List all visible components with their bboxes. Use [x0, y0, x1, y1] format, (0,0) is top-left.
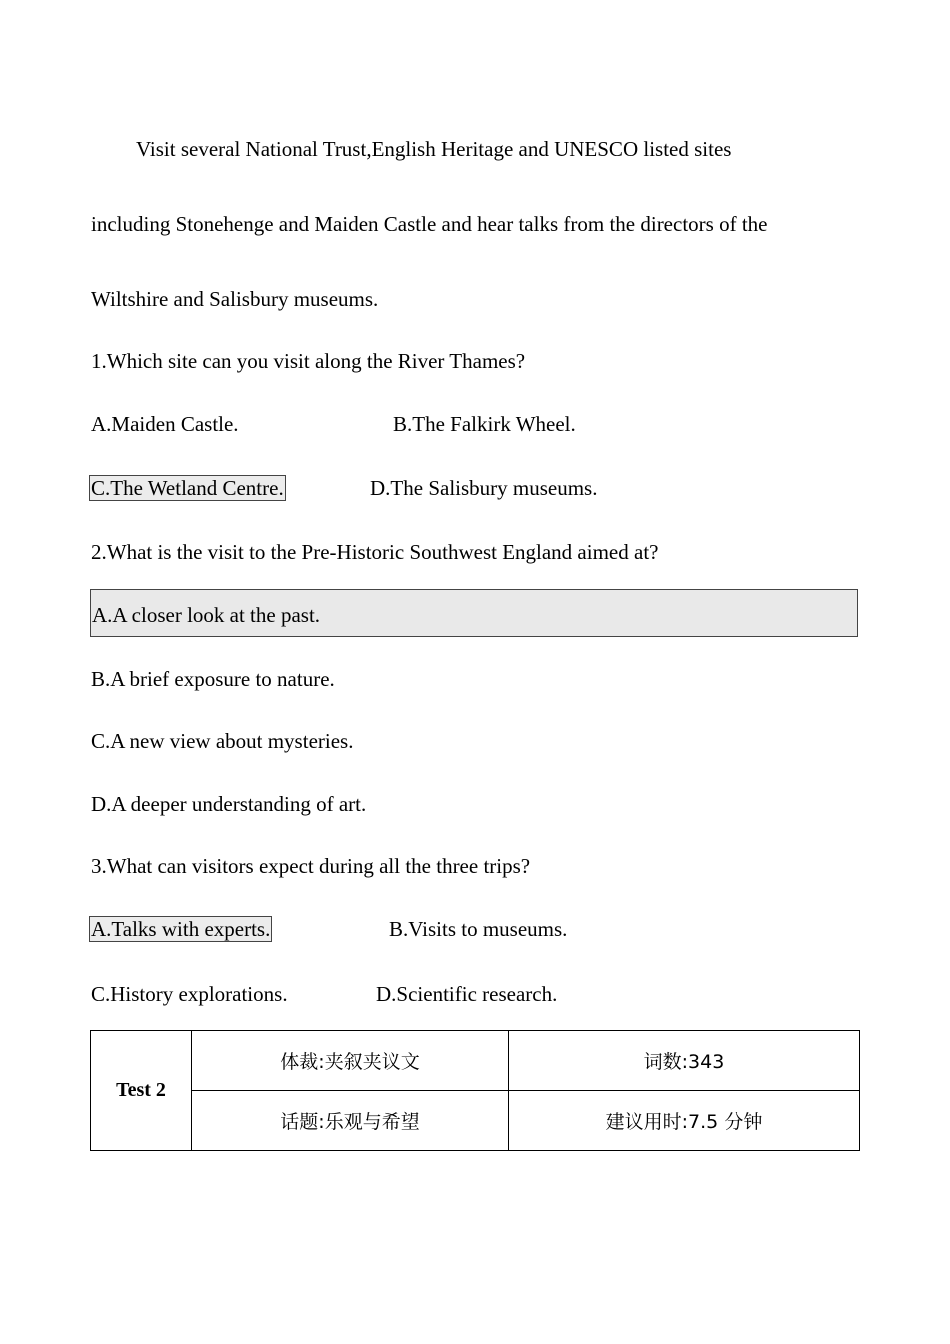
- question-3-option-a: [91, 916, 272, 942]
- genre-cell: 体裁:夹叙夹议文: [192, 1031, 509, 1091]
- question-1-option-d: D.The Salisbury museums.: [370, 476, 598, 500]
- passage-line-3: Wiltshire and Salisbury museums.: [91, 287, 379, 311]
- question-3-option-d: D.Scientific research.: [376, 982, 558, 1006]
- highlighted-answer: A.Talks with experts.: [91, 917, 271, 941]
- question-3-text: 3.What can visitors expect during all the three trips?: [91, 854, 531, 878]
- test-label: Test 2: [91, 1031, 192, 1151]
- question-3-option-c: C.History explorations.: [91, 982, 288, 1006]
- topic-cell: 话题:乐观与希望: [192, 1091, 509, 1151]
- question-3-option-b: B.Visits to museums.: [389, 917, 568, 941]
- question-1-option-c: [91, 475, 286, 501]
- question-2-text: 2.What is the visit to the Pre-Historic Southwest England aimed at?: [91, 540, 659, 564]
- highlighted-answer: C.The Wetland Centre.: [91, 476, 284, 500]
- passage-line-1: Visit several National Trust,English Heritage and UNESCO listed sites: [136, 137, 732, 161]
- question-1-option-b: B.The Falkirk Wheel.: [393, 412, 576, 436]
- question-2-option-c: C.A new view about mysteries.: [91, 729, 354, 753]
- word-count-cell: 词数:343: [509, 1031, 860, 1091]
- question-2-option-b: B.A brief exposure to nature.: [91, 667, 335, 691]
- highlighted-answer: A.A closer look at the past.: [92, 603, 321, 627]
- passage-line-2: including Stonehenge and Maiden Castle and hear talks from the directors of the: [91, 212, 768, 236]
- question-1-text: 1.Which site can you visit along the River Thames?: [91, 349, 526, 373]
- question-1-option-a: A.Maiden Castle.: [91, 412, 239, 436]
- test-info-table: [90, 1030, 860, 1151]
- question-2-option-d: D.A deeper understanding of art.: [91, 792, 367, 816]
- question-2-option-a: [90, 589, 858, 637]
- suggested-time-cell: 建议用时:7.5 分钟: [509, 1091, 860, 1151]
